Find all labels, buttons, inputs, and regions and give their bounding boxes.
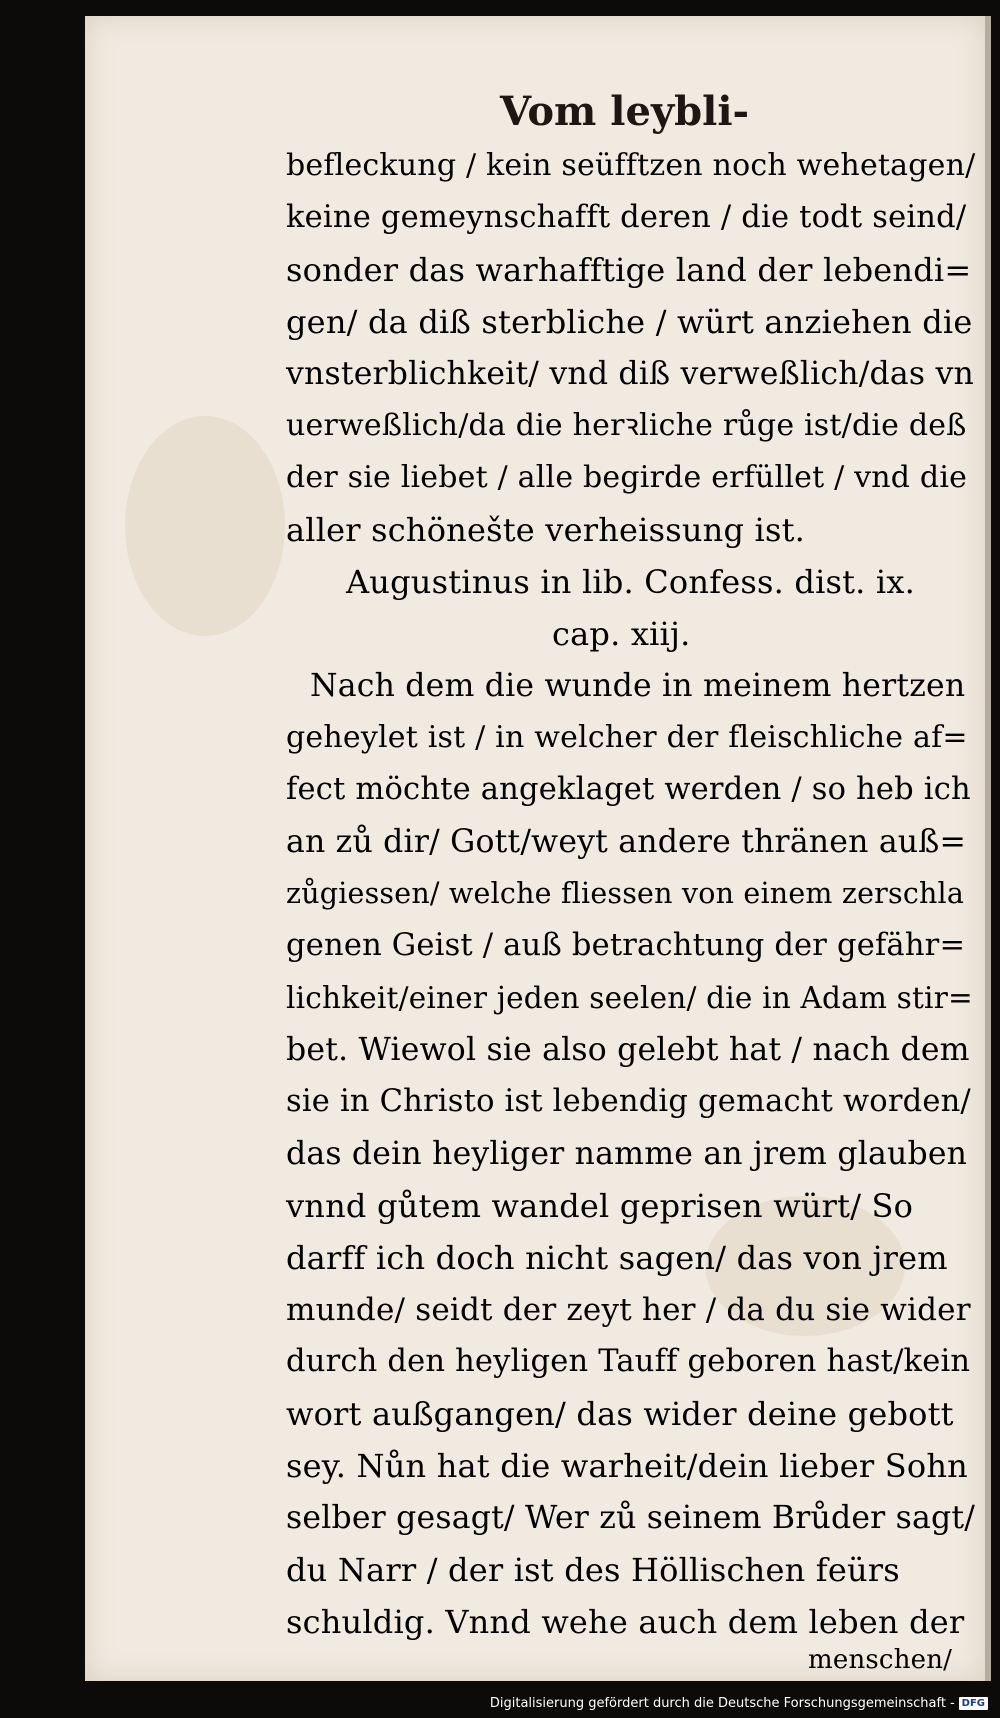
text-line: vnnd gůtem wandel geprisen würt/ So [286, 1187, 914, 1225]
text-line: zůgiessen/ welche fliessen von einem zerschla [286, 877, 965, 910]
text-line: munde/ seidt der zeyt her / da du sie wider [286, 1292, 971, 1328]
text-line: du Narr / der ist des Höllischen feürs [286, 1551, 900, 1589]
text-line: an zů dir/ Gott/weyt andere thränen auß= [286, 824, 967, 860]
text-line: befleckung / kein seüfftzen noch wehetagen/ [286, 148, 976, 183]
footer-separator: - [949, 1696, 955, 1711]
footer-text: Digitalisierung gefördert durch die Deutsche Forschungsgemeinschaft [489, 1696, 946, 1711]
section-heading: cap. xiij. [552, 615, 691, 653]
text-line: keine gemeynschafft deren / die todt seind/ [286, 200, 967, 235]
dfg-logo-icon[interactable]: DFG [959, 1697, 988, 1710]
text-line: bet. Wiewol sie also gelebt hat / nach dem [286, 1032, 970, 1068]
text-line: lichkeit/einer jeden seelen/ die in Adam stir= [286, 981, 973, 1015]
text-line: gen/ da diß sterbliche / würt anziehen die [286, 303, 973, 341]
text-line: vnsterblichkeit/ vnd diß verweßlich/das vn [286, 356, 974, 392]
text-line: sie in Christo ist lebendig gemacht worden/ [286, 1084, 971, 1119]
running-head: Vom leybli- [500, 88, 750, 135]
text-line: Nach dem die wunde in meinem hertzen [310, 668, 966, 704]
text-line: selber gesagt/ Wer zů seinem Brůder sagt/ [286, 1500, 976, 1536]
text-line: sey. Nůn hat die warheit/dein lieber Sohn [286, 1447, 968, 1485]
text-line: aller schönešte verheissung ist. [286, 511, 806, 549]
section-heading: Augustinus in lib. Confess. dist. ix. [346, 563, 915, 601]
text-line: das dein heyliger namme an jrem glauben [286, 1136, 968, 1172]
text-line: uerweßlich/da die herꝛliche růge ist/die deß [286, 408, 967, 443]
text-line: fect möchte angeklaget werden / so heb ich [286, 772, 971, 807]
page-edge [985, 16, 991, 1681]
text-line: genen Geist / auß betrachtung der gefähr= [286, 928, 966, 963]
text-line: schuldig. Vnnd wehe auch dem leben der [286, 1603, 965, 1641]
text-line: der sie liebet / alle begirde erfüllet / vnd die [286, 460, 968, 495]
text-line: geheylet ist / in welcher der fleischliche af= [286, 720, 968, 755]
text-line: wort außgangen/ das wider deine gebott [286, 1395, 954, 1433]
text-line: durch den heyligen Tauff geboren hast/kein [286, 1344, 971, 1379]
catchword: menschen/ [808, 1645, 953, 1675]
paper-stain [125, 416, 285, 636]
text-line: darff ich doch nicht sagen/ das von jrem [286, 1239, 948, 1277]
funding-footer [490, 1696, 988, 1711]
text-line: sonder das warhafftige land der lebendi= [286, 251, 972, 289]
